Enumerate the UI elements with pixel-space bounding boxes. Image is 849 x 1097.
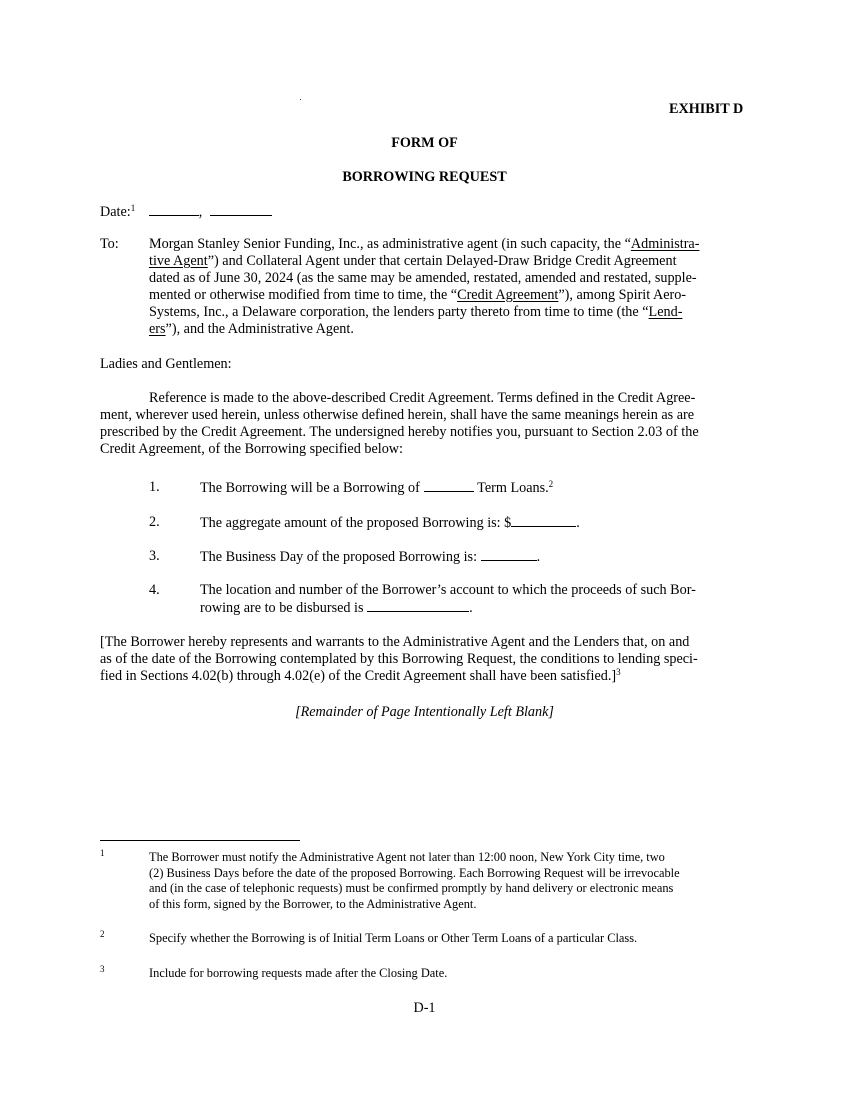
footnote-ref-1: 1 — [130, 203, 136, 213]
item-4-line-2: rowing are to be disbursed is . — [200, 600, 473, 616]
para1-line-4: Credit Agreement, of the Borrowing specified below: — [100, 441, 403, 457]
lenders-term: Lend- — [648, 304, 683, 320]
to-label: To: — [100, 236, 119, 252]
date-line — [100, 203, 272, 221]
salutation: Ladies and Gentlemen: — [100, 356, 232, 372]
item-4-number: 4. — [149, 582, 160, 598]
amount-blank[interactable] — [511, 514, 576, 527]
item-1-number: 1. — [149, 479, 160, 495]
footnote-1-line-1: The Borrower must notify the Administrative Agent not later than 12:00 noon, New York City time, two — [149, 850, 665, 864]
stray-mark — [300, 99, 301, 100]
para2-line-2: as of the date of the Borrowing contemplated by this Borrowing Request, the conditions to lending speci- — [100, 651, 698, 667]
title-borrowing-request: BORROWING REQUEST — [342, 169, 507, 185]
item-3-number: 3. — [149, 548, 160, 564]
term-loans-type-blank[interactable] — [424, 479, 474, 492]
to-line-1: Morgan Stanley Senior Funding, Inc., as administrative agent (in such capacity, the “Administra- — [149, 236, 700, 252]
footnote-2-text: Specify whether the Borrowing is of Initial Term Loans or Other Term Loans of a particular Class. — [149, 931, 638, 945]
para2-line-1: [The Borrower hereby represents and warrants to the Administrative Agent and the Lenders that, on and — [100, 634, 690, 650]
footnote-ref-2: 2 — [548, 479, 554, 489]
item-2-number: 2. — [149, 514, 160, 530]
footnote-divider — [100, 840, 300, 841]
to-line-6: ers”), and the Administrative Agent. — [149, 321, 354, 337]
para1-line-2: ment, wherever used herein, unless otherwise defined herein, shall have the same meanings herein as are — [100, 407, 695, 423]
to-line-5: Systems, Inc., a Delaware corporation, the lenders party thereto from time to time (the “Lend- — [149, 304, 683, 320]
page-number: D-1 — [413, 1000, 436, 1016]
account-blank[interactable] — [367, 599, 469, 612]
para2-line-3: fied in Sections 4.02(b) through 4.02(e) of the Credit Agreement shall have been satisfied.]$^3$ — [100, 667, 621, 684]
date-label: Date: — [100, 204, 131, 220]
credit-agreement-term: Credit Agreement — [457, 287, 559, 303]
footnote-3-number: 3 — [100, 964, 105, 974]
item-2: The aggregate amount of the proposed Borrowing is: $ . — [200, 515, 580, 531]
item-4-line-1: The location and number of the Borrower’s account to which the proceeds of such Bor- — [200, 582, 696, 598]
date-comma: , — [198, 204, 203, 220]
para1-line-1: Reference is made to the above-described Credit Agreement. Terms defined in the Credit Agree- — [149, 390, 696, 406]
footnote-1-number: 1 — [100, 848, 105, 858]
item-3: The Business Day of the proposed Borrowing is: . — [200, 549, 541, 565]
date-month-blank[interactable] — [149, 203, 199, 216]
to-line-4: mented or otherwise modified from time to time, the “Credit Agreement”), among Spirit Aero- — [149, 287, 687, 303]
footnote-1-line-2: (2) Business Days before the date of the proposed Borrowing. Each Borrowing Request will be irrevocable — [149, 865, 680, 880]
remainder-note: [Remainder of Page Intentionally Left Blank] — [295, 704, 554, 720]
footnote-3-text: Include for borrowing requests made after the Closing Date. — [149, 966, 448, 980]
footnote-2-number: 2 — [100, 929, 105, 939]
to-line-3: dated as of June 30, 2024 (as the same may be amended, restated, amended and restated, supple- — [149, 270, 697, 286]
title-form-of: FORM OF — [391, 135, 458, 151]
exhibit-label: EXHIBIT D — [669, 101, 744, 117]
item-1: The Borrowing will be a Borrowing of Term Loans.$^2$ — [200, 479, 554, 496]
to-line-2: tive Agent”) and Collateral Agent under that certain Delayed-Draw Bridge Credit Agreement — [149, 253, 677, 269]
para1-line-3: prescribed by the Credit Agreement. The undersigned hereby notifies you, pursuant to Section 2.03 of the — [100, 424, 699, 440]
footnote-1-line-3: and (in the case of telephonic requests) must be confirmed promptly by hand delivery or electronic means — [149, 881, 674, 895]
date-year-blank[interactable] — [210, 203, 272, 216]
business-day-blank[interactable] — [481, 548, 537, 561]
administrative-agent-term: Administra- — [630, 236, 700, 252]
footnote-1-line-4: of this form, signed by the Borrower, to the Administrative Agent. — [149, 896, 477, 911]
footnote-ref-3: 3 — [616, 667, 621, 677]
